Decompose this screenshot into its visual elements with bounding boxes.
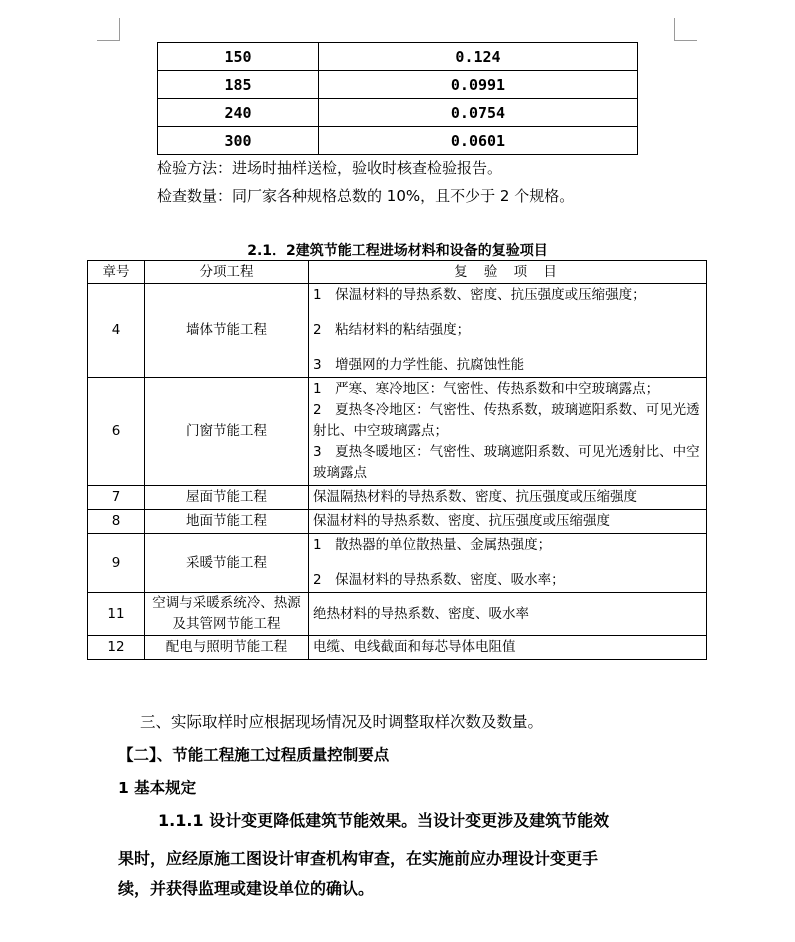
chapter-no-cell: 8 [88,510,145,534]
subproject-cell: 空调与采暖系统冷、热源及其管网节能工程 [145,593,309,636]
retest-item: 2 夏热冬冷地区：气密性、传热系数，玻璃遮阳系数、可见光透射比、中空玻璃露点； [313,402,700,439]
size-cell: 150 [158,43,319,71]
retest-item: 2 保温材料的导热系数、密度、吸水率； [313,572,565,588]
table-row [88,534,707,593]
retest-items-cell [309,284,707,378]
clause-line: 1.1.1 设计变更降低建筑节能效果。当设计变更涉及建筑节能效 [158,811,610,830]
chapter-no-cell: 6 [88,378,145,486]
retest-item: 1 严寒、寒冷地区：气密性、传热系数和中空玻璃露点； [313,381,660,397]
subproject-cell: 墙体节能工程 [145,284,309,378]
retest-item: 2 粘结材料的粘结强度； [313,322,471,338]
value-cell: 0.0754 [319,99,638,127]
size-cell: 185 [158,71,319,99]
value-cell: 0.124 [319,43,638,71]
subproject-cell: 屋面节能工程 [145,486,309,510]
table-row [88,284,707,378]
chapter-no-cell: 9 [88,534,145,593]
chapter-no-cell: 11 [88,593,145,636]
retest-items-cell: 保温材料的导热系数、密度、抗压强度或压缩强度 [309,510,707,534]
subsection-heading: 1 基本规定 [118,779,197,797]
retest-items-cell: 电缆、电线截面和每芯导体电阻值 [309,636,707,660]
table-row [158,71,638,99]
retest-item: 1 保温材料的导热系数、密度、抗压强度或压缩强度； [313,287,646,303]
value-cell: 0.0991 [319,71,638,99]
table-row [88,378,707,486]
retest-items-cell [309,378,707,486]
value-cell: 0.0601 [319,127,638,155]
retest-item: 1 散热器的单位散热量、金属热强度； [313,537,552,553]
page-corner-mark-left [97,18,120,41]
size-cell: 240 [158,99,319,127]
header-subproject: 分项工程 [145,261,309,284]
section-heading: 【二】、节能工程施工过程质量控制要点 [118,746,390,764]
clause-line: 果时，应经原施工图设计审查机构审查，在实施前应办理设计变更手 [118,849,599,868]
clause-line: 续，并获得监理或建设单位的确认。 [118,879,375,898]
subproject-cell: 采暖节能工程 [145,534,309,593]
table-row [88,636,707,660]
check-method-text: 检验方法：进场时抽样送检，验收时核查检验报告。 [157,159,503,177]
header-retest-items: 复 验 项 目 [309,261,707,284]
chapter-no-cell: 7 [88,486,145,510]
conductor-resistance-table [157,42,638,155]
table-row [158,127,638,155]
sampling-note: 三、实际取样时应根据现场情况及时调整取样次数及数量。 [140,713,544,731]
retest-item: 3 夏热冬暖地区：气密性、玻璃遮阳系数、可见光透射比、中空玻璃露点 [313,444,700,481]
table-header-row [88,261,707,284]
table-row [88,486,707,510]
page-corner-mark-right [674,18,697,41]
chapter-no-cell: 12 [88,636,145,660]
size-cell: 300 [158,127,319,155]
table-row [88,510,707,534]
retest-items-table [87,260,707,660]
header-chapter-no: 章号 [88,261,145,284]
retest-item: 3 增强网的力学性能、抗腐蚀性能 [313,357,525,373]
table-row [158,43,638,71]
table-row [88,593,707,636]
table-row [158,99,638,127]
table-title: 2.1．2建筑节能工程进场材料和设备的复验项目 [247,243,548,259]
retest-items-cell: 绝热材料的导热系数、密度、吸水率 [309,593,707,636]
retest-items-cell [309,534,707,593]
retest-items-cell: 保温隔热材料的导热系数、密度、抗压强度或压缩强度 [309,486,707,510]
subproject-cell: 配电与照明节能工程 [145,636,309,660]
check-quantity-text: 检查数量：同厂家各种规格总数的 10%，且不少于 2 个规格。 [157,187,575,205]
subproject-cell: 门窗节能工程 [145,378,309,486]
subproject-cell: 地面节能工程 [145,510,309,534]
chapter-no-cell: 4 [88,284,145,378]
